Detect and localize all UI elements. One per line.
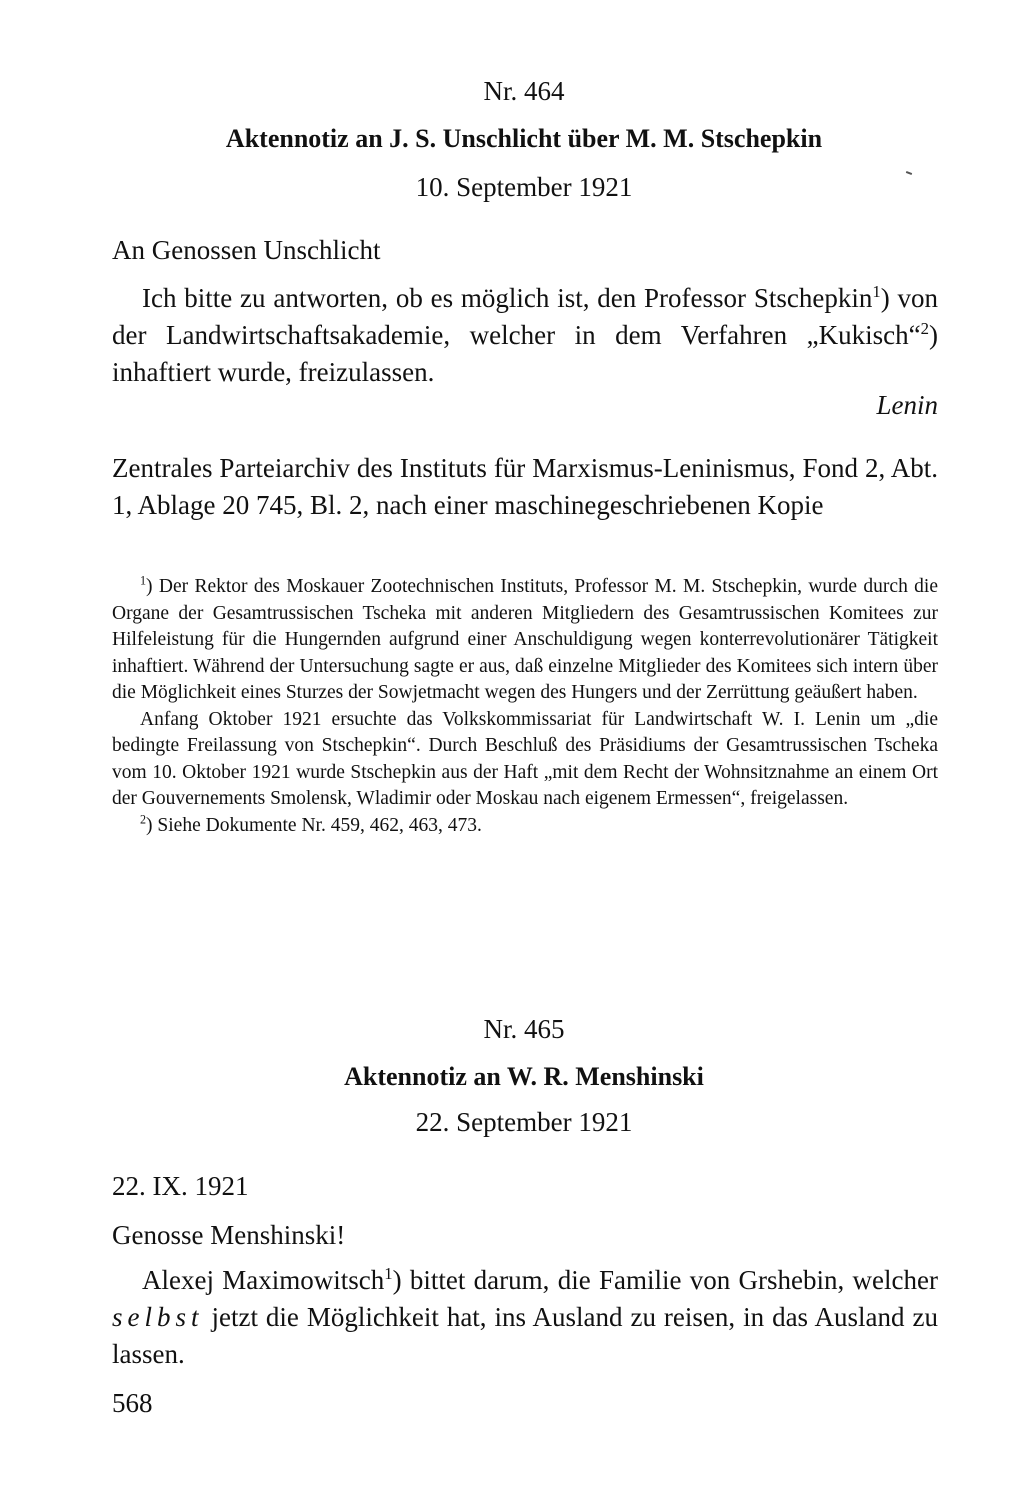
document-date-464: 10. September 1921 (415, 172, 633, 202)
letter-body-465 (112, 1262, 938, 1373)
salutation-465: Genosse Menshinski! (112, 1220, 346, 1250)
body-text: ) von der Landwirtschaftsakademie, welcher in dem Verfahren „Kukisch“ (112, 283, 938, 350)
footnote-marker: 1 (140, 573, 147, 588)
footnote-text: ) Siehe Dokumente Nr. 459, 462, 463, 473. (146, 814, 482, 836)
footnote-text: Anfang Oktober 1921 ersuchte das Volkskommissariat für Landwirtschaft W. I. Lenin um „die bedingte Freilassung von Stschepkin“. Durch Beschluß des Präsidiums der Gesamtrussischen Tscheka vom 10. Oktober 1921 wurde Stschepkin aus der Haft „mit dem Recht der Wohnsitznahme an einem Ort der Gouvernements Smolensk, Wladimir oder Moskau nach eigenem Ermessen“, freigelassen. (112, 708, 938, 809)
document-title-465: Aktennotiz an W. R. Menshinski (344, 1062, 704, 1091)
archive-source (112, 450, 938, 524)
body-text: jetzt die Möglichkeit hat, ins Ausland zu reisen, in das Ausland zu lassen. (112, 1302, 938, 1369)
emphasis-text: selbst (112, 1302, 204, 1332)
body-text: ) inhaftiert wurde, freizulassen. (112, 320, 938, 387)
footnote-text: ) Der Rektor des Moskauer Zootechnischen Instituts, Professor M. M. Stschepkin, wurde durch die Organe der Gesamtrussischen Tscheka mit anderen Mitgliedern des Gesamtrussischen Komitees zur Hilfeleistung für die Hungernden aufgrund einer Anschuldigung wegen konterrevolutionärer Tätigkeit inhaftiert. Während der Untersuchung sagte er aus, daß einzelne Mitglieder des Komitees sich intern über die Möglichkeit eines Sturzes der Sowjetmacht wegen des Hungers und der Zerrüttung geäußert haben. (112, 576, 938, 703)
document-date-465: 22. September 1921 (415, 1107, 633, 1137)
page-number: 568 (112, 1388, 153, 1418)
footnote-marker: 2 (140, 812, 147, 826)
salutation-464: An Genossen Unschlicht (112, 235, 381, 265)
body-text: Alexej Maximowitsch (142, 1265, 385, 1295)
document-number-465: Nr. 465 (483, 1014, 565, 1044)
dateline-465: 22. IX. 1921 (112, 1171, 249, 1201)
footnote-marker: 1 (872, 282, 881, 301)
source-text: Zentrales Parteiarchiv des Instituts für Marxismus-Leninismus, Fond 2, Abt. 1, Ablage 20 745, Bl. 2, nach einer maschinegeschriebenen Kopie (112, 453, 938, 520)
document-number-464: Nr. 464 (483, 76, 565, 106)
body-text: ) bittet darum, die Familie von Grshebin, welcher (392, 1265, 938, 1295)
letter-body-464 (112, 280, 938, 391)
body-text: Ich bitte zu antworten, ob es möglich ist, den Professor Stschepkin (142, 283, 873, 313)
document-title-464: Aktennotiz an J. S. Unschlicht über M. M. Stschepkin (225, 124, 823, 153)
signature: Lenin (876, 390, 938, 420)
footnote-marker: 2 (920, 319, 929, 338)
footnotes-464 (112, 574, 938, 839)
footnote-marker: 1 (384, 1264, 393, 1283)
